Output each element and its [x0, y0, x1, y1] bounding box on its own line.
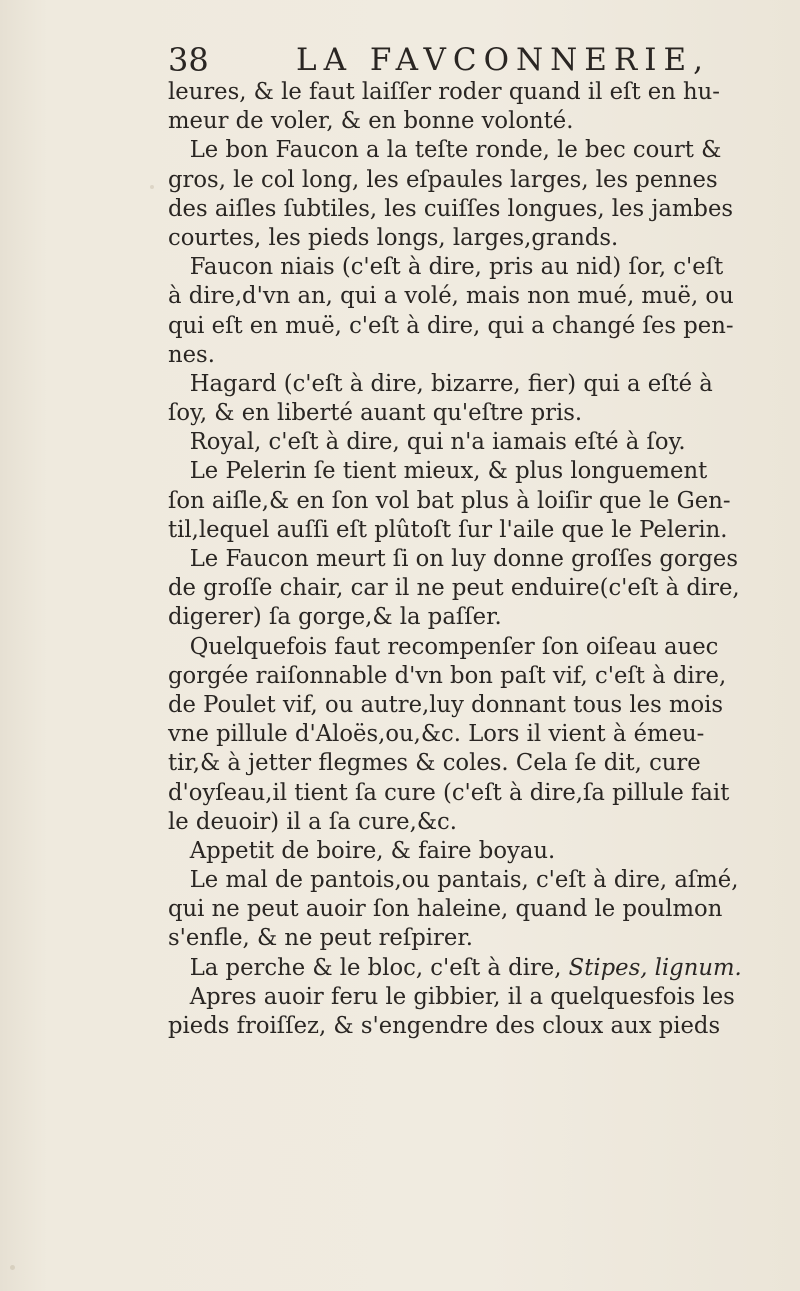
text-line: ſoy, & en liberté auant qu'eſtre pris. — [168, 400, 583, 427]
text-line: ſon aiſle,& en ſon vol bat plus à loiſir que le Gen- — [168, 487, 731, 514]
running-title: LA FAVCONNERIE, — [296, 42, 710, 78]
text-line: qui ne peut auoir ſon haleine, quand le poulmon — [168, 896, 723, 923]
text-line: Quelquefois faut recompenſer ſon oiſeau auec — [189, 633, 719, 660]
text-line: Hagard (c'eſt à dire, bizarre, fier) qui a eſté à — [189, 370, 713, 397]
text-line: Le mal de pantois,ou pantais, c'eſt à dire, aſmé, — [189, 867, 739, 894]
text-line: s'enfle, & ne peut reſpirer. — [168, 925, 473, 952]
text-line: vne pillule d'Aloës,ou,&c. Lors il vient à émeu- — [168, 721, 705, 748]
text-line: Appetit de boire, & faire boyau. — [189, 837, 556, 864]
text-line: pieds froiſſez, & s'engendre des cloux aux pieds — [168, 1013, 721, 1039]
text-line: meur de voler, & en bonne volonté. — [168, 108, 574, 135]
text-line: Le Faucon meurt ſi on luy donne groſſes gorges — [189, 546, 739, 572]
text-line: des aiſles ſubtiles, les cuiſſes longues, les jambes — [168, 195, 734, 222]
text-line: qui eſt en muë, c'eſt à dire, qui a changé ſes pen- — [168, 312, 734, 339]
latin-phrase: Stipes, lignum. — [568, 954, 742, 981]
text-line: Le Pelerin ſe tient mieux, & plus longuement — [189, 458, 708, 485]
text-line: digerer) ſa gorge,& la paſſer. — [168, 604, 502, 631]
text-line: d'oyſeau,il tient ſa cure (c'eſt à dire,ſa pillule fait — [168, 779, 730, 806]
text-segment: La perche & le bloc, c'eſt à dire, — [189, 954, 562, 981]
text-line: gorgée raiſonnable d'vn bon paſt vif, c'eſt à dire, — [168, 662, 727, 689]
text-line: gros, le col long, les eſpaules larges, les pennes — [168, 166, 718, 193]
text-body — [168, 78, 796, 1041]
text-line: til,lequel auſſi eſt plûtoſt ſur l'aile que le Pelerin. — [168, 516, 728, 543]
page-number: 38 — [168, 41, 209, 79]
text-line: de Poulet vif, ou autre,luy donnant tous les mois — [168, 691, 724, 718]
text-line: le deuoir) il a ſa cure,&c. — [168, 808, 457, 835]
text-line: leures, & le faut laiſſer roder quand il eſt en hu- — [168, 79, 720, 105]
text-line: Le bon Faucon a la teſte ronde, le bec court & — [189, 137, 722, 164]
text-line: Royal, c'eſt à dire, qui n'a iamais eſté à ſoy. — [189, 429, 686, 456]
text-line: courtes, les pieds longs, larges,grands. — [168, 224, 619, 251]
text-line: de groſſe chair, car il ne peut enduire(c'eſt à dire, — [168, 575, 740, 602]
text-line: nes. — [168, 341, 215, 368]
text-line: tir,& à jetter flegmes & coles. Cela ſe dit, cure — [168, 750, 701, 777]
paper-stain — [10, 1265, 15, 1270]
text-line: à dire,d'vn an, qui a volé, mais non mué, muë, ou — [168, 283, 734, 310]
text-line: Faucon niais (c'eſt à dire, pris au nid) ſor, c'eſt — [189, 254, 724, 281]
paper-stain — [150, 185, 154, 189]
text-line: Apres auoir feru le gibbier, il a quelquesfois les — [189, 983, 735, 1010]
text-line-with-latin — [168, 954, 788, 983]
